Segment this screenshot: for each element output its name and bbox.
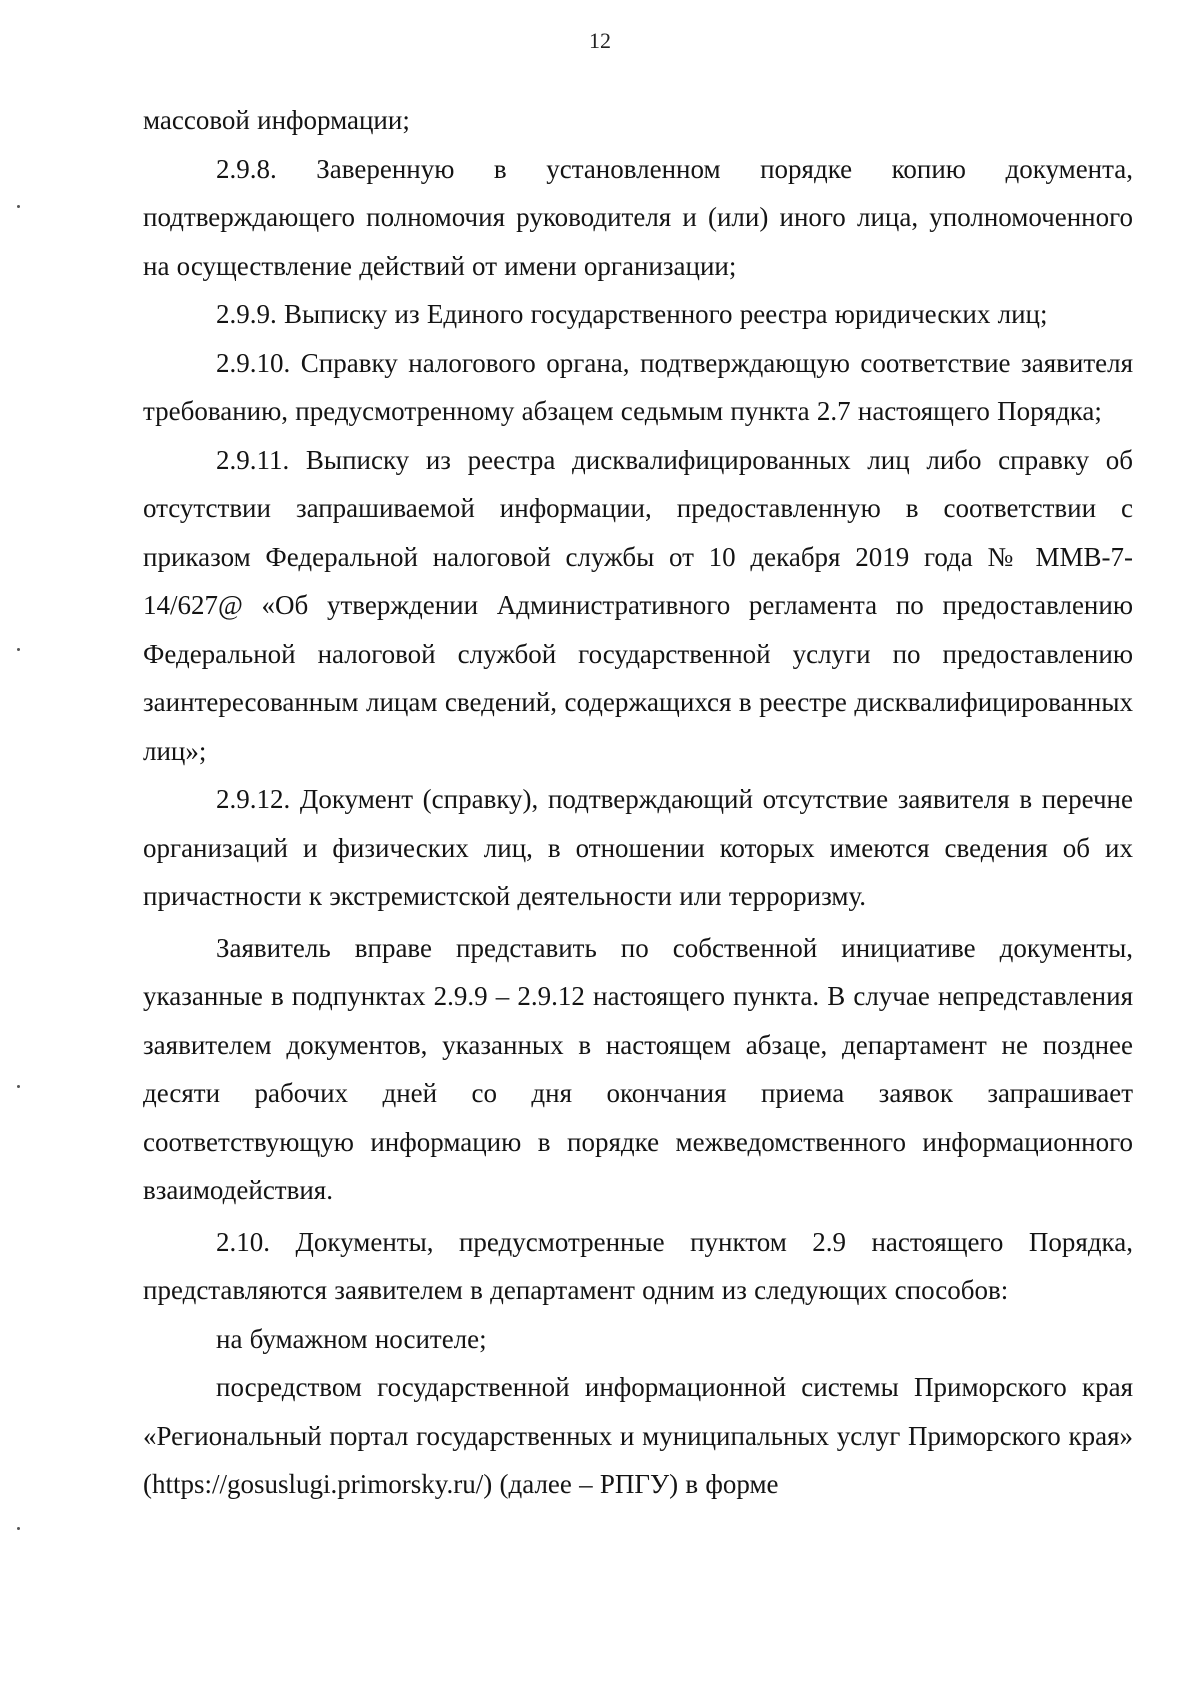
document-body (143, 96, 1133, 1509)
paragraph-2-9-11: 2.9.11. Выписку из реестра дисквалифицированных лиц либо справку об отсутствии запрашиваемой информации, предоставленную в соответствии с приказом Федеральной налоговой службы от 10 декабря 2019 года № ММВ-7-14/627@ «Об утверждении Административного регламента по предоставлению Федеральной налоговой службой государственной услуги по предоставлению заинтересованным лицам сведений, содержащихся в реестре дисквалифицированных лиц»; (143, 444, 1133, 766)
paragraph-2-9-8: 2.9.8. Заверенную в установленном порядке копию документа, подтверждающего полномочия руководителя и (или) иного лица, уполномоченного на осуществление действий от имени организации; (143, 153, 1133, 281)
scan-margin-mark (17, 205, 20, 208)
paragraph-2-9-9: 2.9.9. Выписку из Единого государственного реестра юридических лиц; (216, 299, 1048, 329)
page-number: 12 (589, 28, 611, 53)
scan-margin-mark (17, 1085, 20, 1088)
paragraph-continuation: массовой информации; (143, 105, 410, 135)
scan-margin-mark (17, 1527, 20, 1530)
paragraph-rpgu-method: посредством государственной информационной системы Приморского края «Региональный портал государственных и муниципальных услуг Приморского края» (https://gosuslugi.primorsky.ru/) (далее – РПГУ) в форме (143, 1372, 1133, 1499)
paragraph-2-10: 2.10. Документы, предусмотренные пунктом 2.9 настоящего Порядка, представляются заявителем в департамент одним из следующих способов: (143, 1226, 1133, 1305)
paragraph-2-9-10: 2.9.10. Справку налогового органа, подтверждающую соответствие заявителя требованию, предусмотренному абзацем седьмым пункта 2.7 настоящего Порядка; (143, 347, 1133, 426)
paragraph-paper-method: на бумажном носителе; (216, 1323, 487, 1354)
scan-margin-mark (17, 648, 20, 651)
paragraph-applicant-right: Заявитель вправе представить по собственной инициативе документы, указанные в подпунктах 2.9.9 – 2.9.12 настоящего пункта. В случае непредставления заявителем документов, указанных в настоящем абзаце, департамент не позднее десяти рабочих дней со дня окончания приема заявок запрашивает соответствующую информацию в порядке межведомственного информационного взаимодействия. (143, 932, 1133, 1205)
paragraph-2-9-12: 2.9.12. Документ (справку), подтверждающий отсутствие заявителя в перечне организаций и физических лиц, в отношении которых имеются сведения об их причастности к экстремистской деятельности или терроризму. (143, 784, 1133, 911)
